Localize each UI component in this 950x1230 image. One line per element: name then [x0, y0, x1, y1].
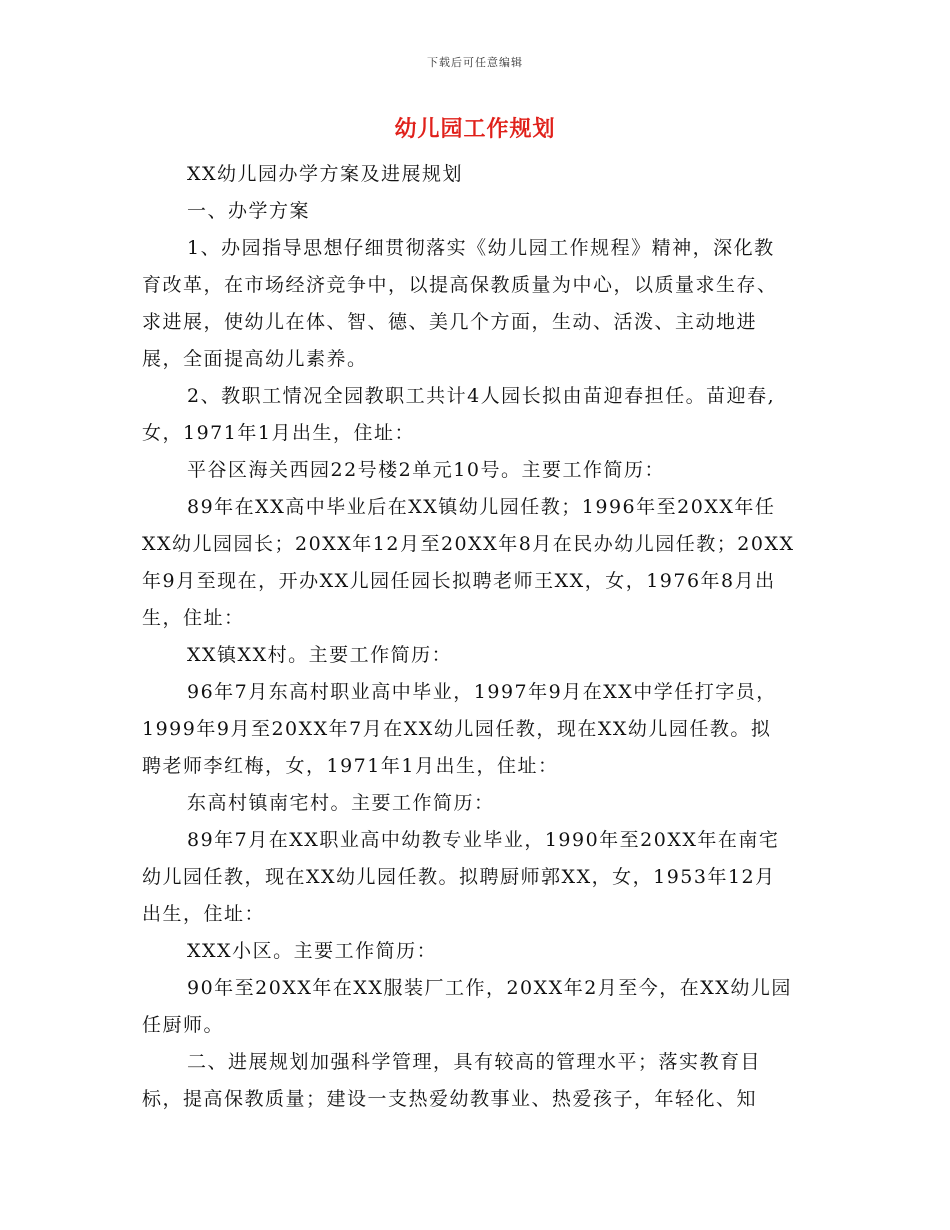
header-note: 下载后可任意编辑: [427, 56, 523, 69]
text-line: 一、办学方案: [187, 200, 311, 222]
text-line: XX幼儿园园长；20XX年12月至20XX年8月在民办幼儿园任教；20XX: [142, 533, 795, 555]
text-line: 聘老师李红梅，女，1971年1月出生，住址：: [142, 755, 559, 777]
text-line: XX镇XX村。主要工作简历：: [187, 644, 453, 666]
text-line: 展，全面提高幼儿素养。: [142, 348, 368, 370]
text-line: 幼儿园任教，现在XX幼儿园任教。拟聘厨师郭XX，女，1953年12月: [142, 866, 776, 888]
text-line: 东高村镇南宅村。主要工作简历：: [187, 792, 495, 814]
text-line: 年9月至现在，开办XX儿园任园长拟聘老师王XX，女，1976年8月出: [142, 570, 776, 592]
text-line: 90年至20XX年在XX服装厂工作，20XX年2月至今，在XX幼儿园: [187, 977, 792, 999]
text-line: 生，住址：: [142, 607, 245, 629]
text-line: 出生，住址：: [142, 903, 266, 925]
text-line: 1999年9月至20XX年7月在XX幼儿园任教，现在XX幼儿园任教。拟: [142, 718, 772, 740]
text-line: 标，提高保教质量；建设一支热爱幼教事业、热爱孩子，年轻化、知: [142, 1088, 758, 1110]
text-line: 89年7月在XX职业高中幼教专业毕业，1990年至20XX年在南宅: [187, 829, 780, 851]
text-line: 二、进展规划加强科学管理，具有较高的管理水平；落实教育目: [187, 1051, 762, 1073]
text-line: 平谷区海关西园22号楼2单元10号。主要工作简历：: [187, 459, 665, 481]
document-title: 幼儿园工作规划: [394, 116, 556, 142]
text-line: 89年在XX高中毕业后在XX镇幼儿园任教；1996年至20XX年任: [187, 496, 776, 518]
text-line: 求进展，使幼儿在体、智、德、美几个方面，生动、活泼、主动地进: [142, 311, 758, 333]
text-line: 2、教职工情况全园教职工共计4人园长拟由苗迎春担任。苗迎春,: [187, 385, 776, 407]
text-line: 育改革，在市场经济竞争中，以提高保教质量为中心，以质量求生存、: [142, 274, 778, 296]
text-line: 1、办园指导思想仔细贯彻落实《幼儿园工作规程》精神，深化教: [187, 237, 775, 259]
text-line: 女，1971年1月出生，住址：: [142, 422, 415, 444]
document-body: [142, 156, 814, 1118]
text-line: XX幼儿园办学方案及进展规划: [187, 163, 464, 185]
text-line: 任厨师。: [142, 1014, 225, 1036]
text-line: 96年7月东高村职业高中毕业，1997年9月在XX中学任打字员，: [187, 681, 777, 703]
text-line: XXX小区。主要工作简历：: [187, 940, 438, 962]
